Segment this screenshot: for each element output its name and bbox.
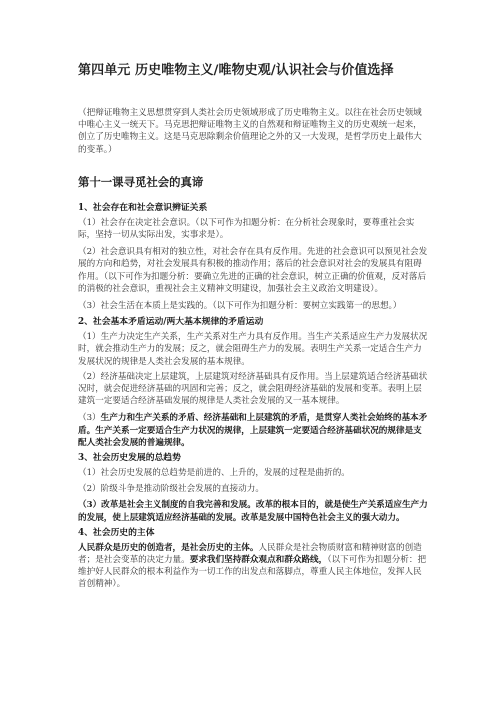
section-3-paragraph-1: （1）社会历史发展的总趋势是前进的、上升的，发展的过程是曲折的。: [78, 468, 350, 479]
unit-title: 第四单元 历史唯物主义/唯物史观/认识社会与价值选择: [78, 63, 394, 78]
section-3-paragraph-3: （3）改革是社会主义制度的自我完善和发展。改革的根本目的，就是使生产关系适应生产力的发展，使上层建筑适应经济基础的发展。改革是发展中国特色社会主义的强大动力。: [78, 500, 428, 523]
section-1-paragraph-1: （1）社会存在决定社会意识。（以下可作为扣题分析：在分析社会现象时，要尊重社会实际，坚持一切从实际出发，实事求是）。: [78, 217, 415, 241]
section-3: [78, 452, 430, 524]
section-4-text: 人民群众是社会物质财富和精神财富的创造者；是社会变革的决定力量。: [78, 542, 422, 566]
section-4-heading: 4、社会历史的主体: [78, 527, 155, 538]
unit-intro-paragraph: （把辩证唯物主义思想贯穿到人类社会历史领域形成了历史唯物主义。以往在社会历史领域中唯心主义一统天下。马克思把辩证唯物主义的自然观和辩证唯物主义的历史观统一起来，创立了历史唯物主义。这是马克思除剩余价值理论之外的又一大发现，是哲学历史上最伟大的变革。）: [78, 108, 422, 155]
section-4-analysis-note: （以下可作为扣题分析：把维护好人民群众的根本利益作为一切工作的出发点和落脚点，尊重人民主体地位，发挥人民首创精神）。: [78, 555, 427, 590]
section-4-bold-requirement: 要求我们坚持群众观点和群众路线，: [189, 555, 328, 566]
section-2-heading: 2、社会基本矛盾运动/两大基本规律的矛盾运动: [78, 317, 264, 328]
page-content: [78, 62, 430, 591]
section-2-paragraph-3-number: （3）: [78, 413, 101, 424]
section-2-paragraph-3: [78, 412, 430, 449]
section-3-heading: 3、社会历史发展的总趋势: [78, 453, 181, 464]
section-3-paragraph-2: （2）阶级斗争是推动阶级社会发展的直接动力。: [78, 484, 264, 495]
section-2-paragraph-2: （2）经济基础决定上层建筑，上层建筑对经济基础具有反作用。当上层建筑适合经济基础状况时，就会促进经济基础的巩固和完善；反之，就会阻碍经济基础的发展和变革。表明上层建筑一定要适合经济基础发展的规律是人类社会发展的又一基本规律。: [78, 371, 428, 407]
section-1-paragraph-3: （3）社会生活在本质上是实践的。（以下可作为扣题分析：要树立实践第一的思想。）: [78, 301, 402, 312]
section-2: [78, 316, 430, 449]
section-2-paragraph-1: （1）生产力决定生产关系，生产关系对生产力具有反作用。当生产关系适应生产力发展状况时，就会推动生产力的发展；反之，就会阻碍生产力的发展。表明生产关系一定适合生产力发展状况的规律是人类社会发展的基本规律。: [78, 332, 428, 367]
section-4-paragraph-1: [78, 542, 430, 591]
section-1-paragraph-2: （2）社会意识具有相对的独立性，对社会存在具有反作用。先进的社会意识可以预见社会发展的方向和趋势，对社会发展具有积极的推动作用；落后的社会意识对社会的发展具有阻碍作用。（以下可作为扣题分析：要确立先进的正确的社会意识，树立正确的价值观，反对落后的消极的社会意识，重视社会主义精神文明建设，加强社会主义政治文明建设）。: [78, 247, 428, 294]
section-1: [78, 202, 430, 312]
section-4-bold-lead: 人民群众是历史的创造者，是社会历史的主体。: [78, 542, 259, 553]
lesson-title: 第十一课寻觅社会的真谛: [78, 174, 204, 189]
section-1-heading: 1、社会存在和社会意识辨证关系: [78, 202, 208, 213]
section-2-paragraph-3-bold: 生产力和生产关系的矛盾、经济基础和上层建筑的矛盾，是贯穿人类社会始终的基本矛盾。生产关系一定要适合生产力状况的规律，上层建筑一定要适合经济基础状况的规律是支配人类社会发展的普遍规律。: [78, 413, 428, 448]
section-4: [78, 527, 430, 591]
